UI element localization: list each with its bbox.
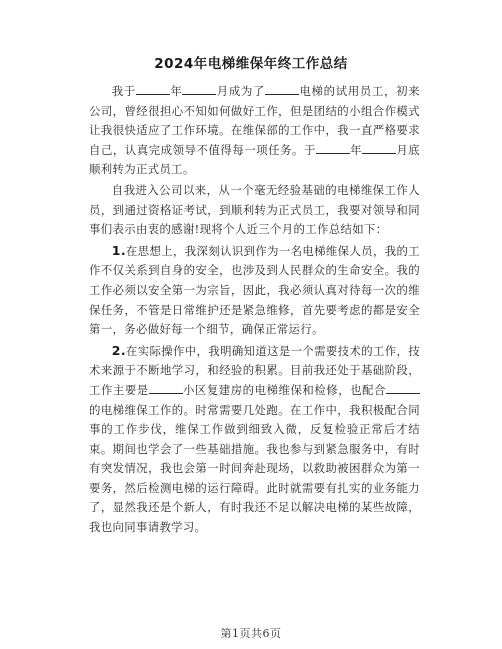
paragraph-text: 自我进入公司以来，从一个毫无经验基础的电梯维保工作人员，到通过资格证考试，到顺利转为正式员工，我要对领导和同事们表示由衷的感谢!现将个人近三个月的工作总结如下： (89, 182, 420, 237)
paragraph-number: 2. (111, 342, 126, 358)
paragraph-text: 月底顺利转为正式员工。 (89, 142, 420, 177)
paragraph-text: 在实际操作中，我明确知道这是一个需要技术的工作，技术来源于不断地学习，和经验的积累。目前我还处于基础阶段，工作主要是 (89, 343, 420, 397)
paragraph-text: 小区复建房的电梯维保和检修，也配合 (182, 382, 386, 397)
paragraph-text: 的电梯维保工作的。时常需要几处跑。在工作中，我积极配合同事的工作步伐，维保工作做到细致入微，反复检验正常后才结束。期间也学会了一些基础措施。我也参与到紧急服务中，有时有突发情况，我也会第一时间奔赴现场，以救助被困群众为第一要务，然后检测电梯的运行障碍。此时就需要有扎实的业务能力了，显然我还是个新人，有时我还不足以解决电梯的某些故障，我也向同事请教学习。 (89, 402, 420, 535)
fill-in-blank (386, 382, 420, 394)
fill-in-blank (182, 83, 216, 95)
paragraph-text: 年 (169, 84, 183, 98)
fill-in-blank (136, 83, 170, 95)
fill-in-blank (265, 83, 299, 95)
document-body (89, 82, 420, 539)
paragraph (89, 82, 420, 180)
paragraph (89, 341, 420, 538)
fill-in-blank (362, 142, 396, 154)
paragraph-text: 我于 (111, 84, 136, 98)
paragraph (89, 181, 420, 240)
paragraph-number: 1. (111, 242, 126, 258)
paragraph-text: 月成为了 (216, 84, 266, 98)
paragraph-text: 年 (349, 142, 363, 157)
paragraph-text: 在思想上，我深刻认识到作为一名电梯维保人员，我的工作不仅关系到自身的安全，也涉及到人民群众的生命安全。我的工作必须以安全第一为宗旨，因此，我必须认真对待每一次的维保任务，不管是日常维护还是紧急维修，首先要考虑的都是安全第一，务必做好每一个细节，确保正常运行。 (89, 243, 420, 337)
paragraph-text: 电梯的试用员工，初来公司，曾经很担心不知如何做好工作，但是团结的小组合作模式让我很快适应了工作环境。在维保部的工作中，我一直严格要求自己，认真完成领导不值得每一项任务。于 (89, 84, 420, 157)
page-footer: 第1页共6页 (220, 627, 282, 640)
fill-in-blank (149, 382, 183, 394)
paragraph (89, 241, 420, 340)
document-title: 2024年电梯维保年终工作总结 (154, 56, 348, 72)
fill-in-blank (316, 142, 350, 154)
